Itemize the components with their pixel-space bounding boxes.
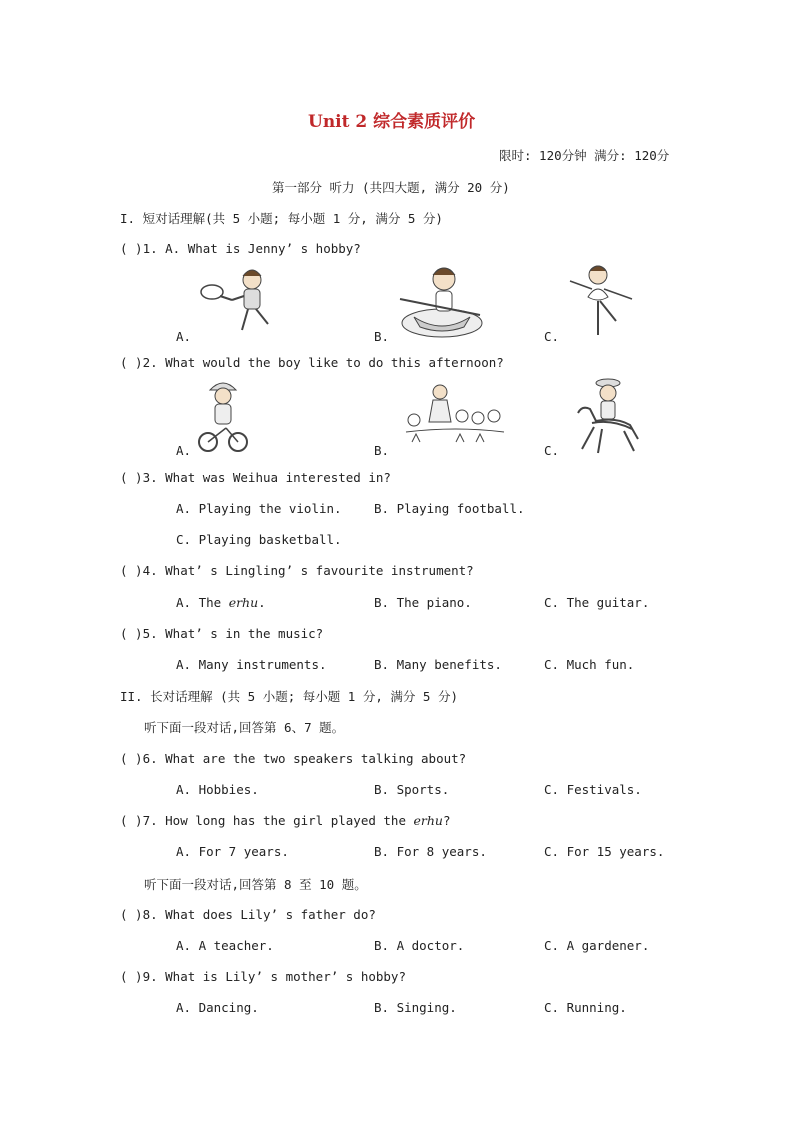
question-7-text: ( )7. How long has the girl played the: [120, 813, 414, 828]
girl-rowing-boat-icon: [400, 263, 486, 342]
option-c: C. A gardener.: [544, 938, 650, 953]
option-c: C. Running.: [544, 1000, 627, 1015]
question-5-stem: ( )5. What’ s in the music?: [120, 626, 324, 641]
question-8-stem: ( )8. What does Lily’ s father do?: [120, 907, 376, 922]
question-6-stem: ( )6. What are the two speakers talking about?: [120, 751, 467, 766]
option-c-label: C.: [544, 443, 560, 458]
option-a: A. Hobbies.: [176, 782, 259, 797]
option-a-prefix: A. The: [176, 595, 229, 610]
option-a: A. Playing the violin.: [176, 501, 342, 516]
section-2-heading: II. 长对话理解 (共 5 小题; 每小题 1 分, 满分 5 分): [120, 689, 459, 704]
option-b: B. Sports.: [374, 782, 450, 797]
part-heading: 第一部分 听力 (共四大题, 满分 20 分): [272, 180, 510, 195]
option-a: A. For 7 years.: [176, 844, 289, 859]
option-b: B. A doctor.: [374, 938, 465, 953]
girl-playing-tennis-icon: [198, 266, 278, 339]
option-b-label: B.: [374, 443, 390, 458]
option-a: A. Dancing.: [176, 1000, 259, 1015]
erhu-word: erhu: [413, 813, 443, 828]
question-3-stem: ( )3. What was Weihua interested in?: [120, 470, 391, 485]
option-a: [176, 595, 266, 610]
option-c-label: C.: [544, 329, 560, 344]
option-b: B. Singing.: [374, 1000, 457, 1015]
question-2-stem: ( )2. What would the boy like to do this afternoon?: [120, 355, 504, 370]
erhu-word: erhu: [228, 595, 259, 610]
question-1-stem: ( )1. A. What is Jenny’ s hobby?: [120, 241, 361, 256]
option-a: A. A teacher.: [176, 938, 274, 953]
instruction-6-7: 听下面一段对话,回答第 6、7 题。: [144, 720, 345, 735]
option-c: C. Festivals.: [544, 782, 642, 797]
parade-of-children-icon: [402, 382, 506, 455]
instruction-8-10: 听下面一段对话,回答第 8 至 10 题。: [144, 877, 367, 892]
option-a: A. Many instruments.: [176, 657, 327, 672]
option-b: B. Many benefits.: [374, 657, 502, 672]
question-7-stem: [120, 813, 451, 828]
option-a-label: A.: [176, 443, 192, 458]
question-9-stem: ( )9. What is Lily’ s mother’ s hobby?: [120, 969, 406, 984]
boy-riding-horse-icon: [568, 379, 644, 462]
option-c: C. Much fun.: [544, 657, 635, 672]
option-b: B. For 8 years.: [374, 844, 487, 859]
page-title: Unit 2 综合素质评价: [308, 112, 476, 132]
option-c: C. For 15 years.: [544, 844, 665, 859]
boy-riding-bike-icon: [198, 380, 248, 457]
time-limit: 限时: 120分钟 满分: 120分: [499, 148, 670, 163]
option-b: B. Playing football.: [374, 501, 525, 516]
option-c: C. The guitar.: [544, 595, 650, 610]
option-c: C. Playing basketball.: [176, 532, 342, 547]
option-a-label: A.: [176, 329, 192, 344]
girl-dancing-ballet-icon: [568, 263, 638, 342]
question-4-stem: ( )4. What’ s Lingling’ s favourite instrument?: [120, 563, 474, 578]
question-7-mark: ?: [442, 813, 451, 828]
option-a-suffix: .: [258, 595, 266, 610]
option-b: B. The piano.: [374, 595, 472, 610]
section-1-heading: I. 短对话理解(共 5 小题; 每小题 1 分, 满分 5 分): [120, 211, 443, 226]
option-b-label: B.: [374, 329, 390, 344]
